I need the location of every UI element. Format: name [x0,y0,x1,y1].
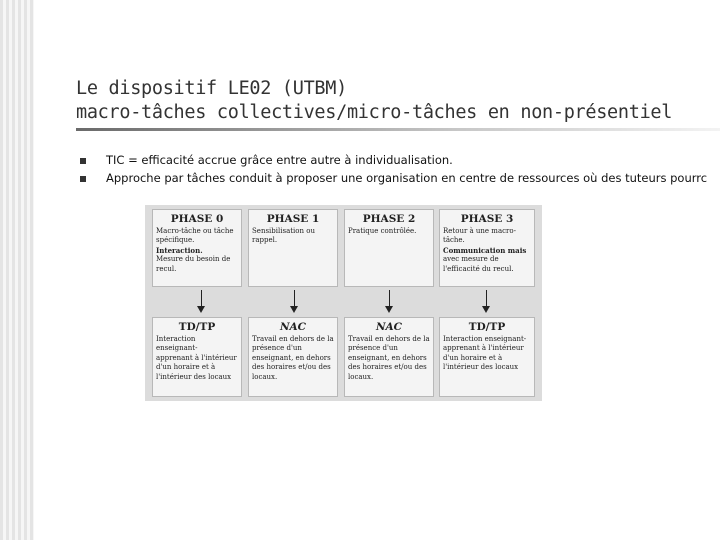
phase-header: PHASE 1 [266,213,320,225]
title-line-2: macro-tâches collectives/micro-tâches en non-présentiel [76,102,673,123]
arrow-line [201,290,202,307]
mode-text: Interaction enseignant- apprenant à l'intérieur d'un horaire et à l'intérieur des locaux [156,335,237,381]
mode-header: TD/TP [178,321,216,333]
phase-header: PHASE 2 [362,213,416,225]
phase-box-0 [152,209,242,287]
bullet-square-icon [80,176,86,182]
phases-diagram [145,205,542,401]
phase-text: Pratique contrôlée. [348,227,417,235]
mode-header: TD/TP [468,321,506,333]
title-line-1: Le dispositif LE02 (UTBM) [76,78,347,99]
arrow-line [389,290,390,307]
phase-header: PHASE 3 [460,213,514,225]
mode-box-3 [439,317,535,397]
decorative-side-stripes [0,0,34,540]
phase-text: Macro-tâche ou tâche spécifique. Interaction. Mesure du besoin de recul. [156,227,234,273]
mode-header: NAC [279,321,307,333]
arrow-down-icon [197,306,205,313]
bullet-item [80,170,710,188]
arrow-line [294,290,295,307]
bullet-text: TIC = efficacité accrue grâce entre autre à individualisation. [106,153,453,167]
mode-box-1 [248,317,338,397]
phase-text: Retour à une macro- tâche. Communication mais avec mesure de l'efficacité du recul. [443,227,527,273]
bullet-item [80,152,710,170]
arrow-down-icon [482,306,490,313]
bullet-square-icon [80,158,86,164]
arrow-down-icon [385,306,393,313]
mode-box-2 [344,317,434,397]
mode-header: NAC [375,321,403,333]
phase-box-1 [248,209,338,287]
mode-text: Travail en dehors de la présence d'un enseignant, en dehors des horaires et/ou des locaux. [252,335,334,381]
phase-box-3 [439,209,535,287]
arrow-line [486,290,487,307]
mode-text: Interaction enseignant- apprenant à l'intérieur d'un horaire et à l'intérieur des locaux [443,335,527,372]
phase-header: PHASE 0 [170,213,224,225]
title-underline [76,128,720,131]
phase-text: Sensibilisation ou rappel. [252,227,315,245]
phase-box-2 [344,209,434,287]
mode-box-0 [152,317,242,397]
bullet-list [80,152,710,187]
bullet-text: Approche par tâches conduit à proposer une organisation en centre de ressources où des tuteurs pourrc [106,170,708,185]
arrow-down-icon [290,306,298,313]
slide-title [76,77,696,125]
mode-text: Travail en dehors de la présence d'un enseignant, en dehors des horaires et/ou des locaux. [348,335,430,381]
